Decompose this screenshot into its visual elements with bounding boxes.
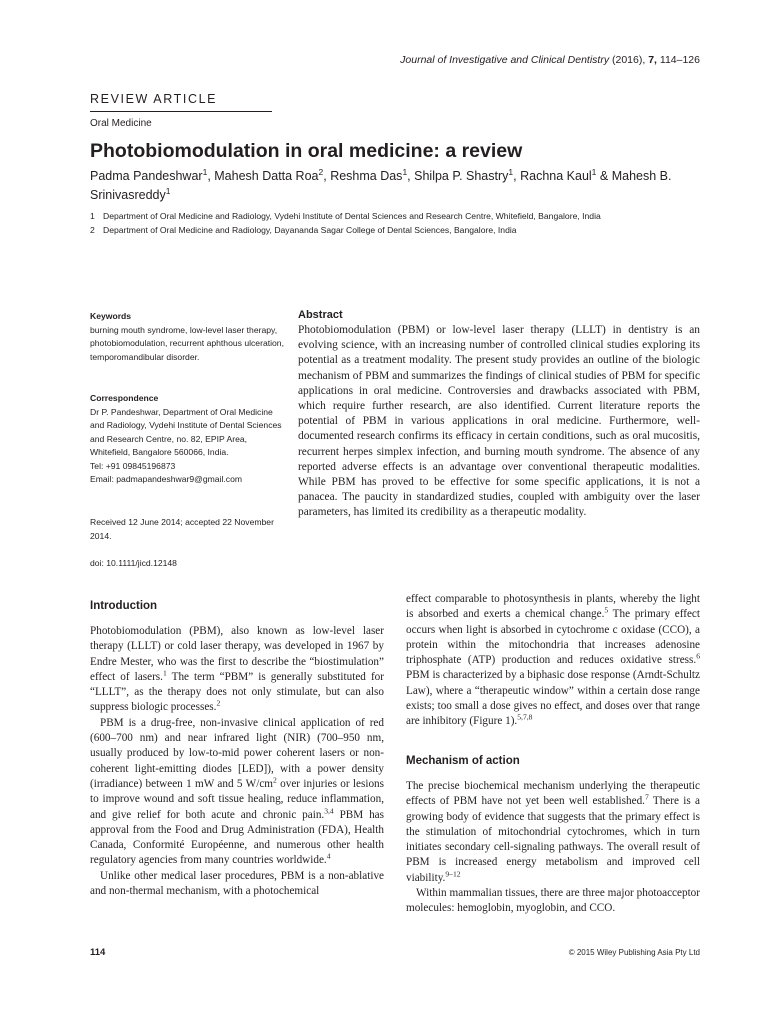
author-name: Padma Pandeshwar: [90, 169, 203, 183]
author-separator: &: [596, 169, 612, 183]
text-run: PBM is a drug-free, non-invasive clinical application of red (600–700 nm) and near infrared light (NIR) (700–950 nm, usually produced by low-to-mid power coherent lasers or non-coherent light-emitting diodes [LED]), with a power density (irradiance) between 1 mW and 5 W/cm: [90, 716, 384, 790]
received-dates: Received 12 June 2014; accepted 22 November 2014.: [90, 517, 274, 541]
affiliation-marker: 1: [202, 166, 208, 177]
affiliation-marker: 2: [318, 166, 324, 177]
text-run: PBM is characterized by a biphasic dose response (Arndt-Schultz Law), where a “therapeutic window” within a certain dose range exists; too small a dose gives no effect, and doses over that range are inhibitory (Figure 1).: [406, 669, 700, 728]
author-list: [90, 167, 700, 205]
citation-ref[interactable]: 9–12: [445, 869, 461, 879]
right-column-top: [406, 592, 700, 730]
correspondence-tel: Tel: +91 09845196873: [90, 460, 176, 471]
doi[interactable]: doi: 10.1111/jicd.12148: [90, 558, 177, 568]
paragraph: [406, 779, 700, 886]
citation-ref[interactable]: 2: [216, 698, 221, 708]
author-name: Reshma Das: [330, 169, 403, 183]
paragraph: [90, 869, 384, 900]
author-name: Shilpa P. Shastry: [414, 169, 509, 183]
author-separator: ,: [323, 169, 331, 183]
author-name: Mahesh Datta Roa: [214, 169, 319, 183]
affiliation-marker: 1: [591, 166, 597, 177]
correspondence-heading: Correspondence: [90, 393, 159, 403]
affiliation-marker: 1: [165, 185, 171, 196]
text-run: Photobiomodulation (PBM), also known as low-level laser therapy (LLLT) or cold laser therapy, was developed in 1967 by Endre Mester, who was the first to describe the “biostimulation” effect of lasers.: [90, 625, 384, 683]
correspondence-email[interactable]: Email: padmapandeshwar9@gmail.com: [90, 474, 243, 484]
keywords-heading: Keywords: [90, 311, 132, 321]
author-separator: ,: [207, 169, 215, 183]
abstract-text: Photobiomodulation (PBM) or low-level laser therapy (LLLT) in dentistry is an evolving science, with an increasing number of controlled clinical studies exploring its potential as a treatment modality. The present study provides an outline of the biologic mechanism of PBM and summarizes the findings of clinical studies of PBM for specific applications in oral medicine. Controversies and drawbacks associated with PBM, which require further research, are also identified. Current literature reports the potential of PBM in various applications in oral medicine. Furthermore, well-documented research confirms its efficacy in certain conditions, such as oral mucositis, recurrent herpes simplex infection, and burning mouth syndrome. The absence of any reported adverse effects is an advantage over conventional therapeutic modalities. While PBM has proved to be effective for some specific applications, it is not a panacea. The paucity in standardized studies, coupled with ambiguity over the laser parameters, has limited its credibility as a therapeutic modality.: [298, 324, 700, 519]
text-run: over injuries or lesions to improve wound and soft tissue healing, reduce inflammation, and give relief for both acute and chronic pain.: [90, 777, 384, 821]
abstract-heading: Abstract: [298, 309, 343, 321]
affiliation-2: [90, 225, 517, 235]
citation-ref[interactable]: 5,7,8: [517, 712, 533, 722]
text-run: The precise biochemical mechanism underlying the therapeutic effects of PBM have not yet been well established.: [406, 780, 700, 808]
article-title: Photobiomodulation in oral medicine: a review: [90, 140, 523, 162]
paragraph: [90, 716, 384, 869]
affiliation-marker: 1: [508, 166, 514, 177]
keywords-block: [90, 310, 286, 364]
journal-citation: [400, 54, 700, 66]
text-run: Unlike other medical laser procedures, PBM is a non-ablative and non-thermal mechanism, with a photochemical: [90, 869, 384, 898]
paragraph: [406, 592, 700, 730]
citation-ref[interactable]: 1: [162, 668, 167, 678]
citation-ref[interactable]: 3,4: [324, 805, 334, 815]
correspondence-address: Dr P. Pandeshwar, Department of Oral Medicine and Radiology, Vydehi Institute of Dental Sciences and Research Centre, no. 82, EPIP Area, Whitefield, Bangalore 560066, India.: [90, 406, 282, 457]
paragraph: [90, 624, 384, 716]
introduction-column: [90, 624, 384, 899]
copyright: © 2015 Wiley Publishing Asia Pty Ltd: [568, 948, 700, 957]
correspondence-block: [90, 392, 286, 487]
text-run: The term “PBM” is generally substituted for “LLLT”, as the therapy does not only stimulate, but can also suppress biologic processes.: [90, 670, 384, 714]
affiliation-marker: 1: [402, 166, 408, 177]
article-type-divider: [90, 111, 272, 112]
author-name: Rachna Kaul: [520, 169, 592, 183]
affiliation-number: 1: [90, 211, 95, 221]
paragraph: [406, 886, 700, 917]
affiliation-number: 2: [90, 225, 95, 235]
text-run: Within mammalian tissues, there are three major photoacceptor molecules: hemoglobin, myoglobin, and CCO.: [406, 887, 700, 915]
keywords-text: burning mouth syndrome, low-level laser therapy, photobiomodulation, recurrent aphthous ulceration, temporomandibular disorder.: [90, 324, 284, 362]
author-name: Mahesh B. Srinivasreddy: [90, 169, 672, 202]
mechanism-column: [406, 779, 700, 917]
citation-ref[interactable]: 4: [326, 851, 331, 861]
citation-ref[interactable]: 6: [696, 651, 700, 661]
author-separator: ,: [407, 169, 415, 183]
text-run: The primary effect occurs when light is absorbed in cytochrome c oxidase (CCO), a protein within the mitochondria that increases adenosine triphosphate (ATP) production and reduces oxidative stress.: [406, 608, 701, 667]
text-run: PBM has approval from the Food and Drug Administration (FDA), Health Canada, Conformité Européenne, and numerous other health regulatory agencies from many countries worldwide.: [90, 808, 384, 867]
article-section: Oral Medicine: [90, 118, 152, 129]
citation-ref[interactable]: 7: [644, 792, 649, 802]
citation-ref[interactable]: 5: [604, 605, 609, 615]
page-number: 114: [90, 947, 106, 958]
mechanism-heading: Mechanism of action: [406, 755, 520, 767]
affiliation-1: [90, 211, 601, 221]
affiliation-text: Department of Oral Medicine and Radiology, Vydehi Institute of Dental Sciences and Research Centre, Whitefield, Bangalore, India: [103, 211, 601, 221]
affiliation-text: Department of Oral Medicine and Radiology, Dayananda Sagar College of Dental Sciences, Bangalore, India: [103, 225, 517, 235]
journal-volume: 7,: [648, 54, 657, 66]
introduction-heading: Introduction: [90, 600, 158, 612]
citation-ref[interactable]: 2: [273, 775, 277, 785]
author-separator: ,: [513, 169, 521, 183]
article-type: REVIEW ARTICLE: [90, 92, 218, 106]
journal-name: Journal of Investigative and Clinical Dentistry: [400, 54, 610, 66]
text-run: effect comparable to photosynthesis in plants, whereby the light is absorbed and exerts a chemical change.: [406, 593, 700, 621]
text-run: There is a growing body of evidence that suggests that the primary effect is the stimulation of mitochondrial cytochromes, which in turn initiates secondary cell-signaling pathways. The overall result of PBM is increased energy metabolism and improved cell viability.: [406, 795, 701, 884]
journal-pages: 114–126: [659, 54, 700, 66]
journal-year: (2016),: [612, 54, 646, 66]
